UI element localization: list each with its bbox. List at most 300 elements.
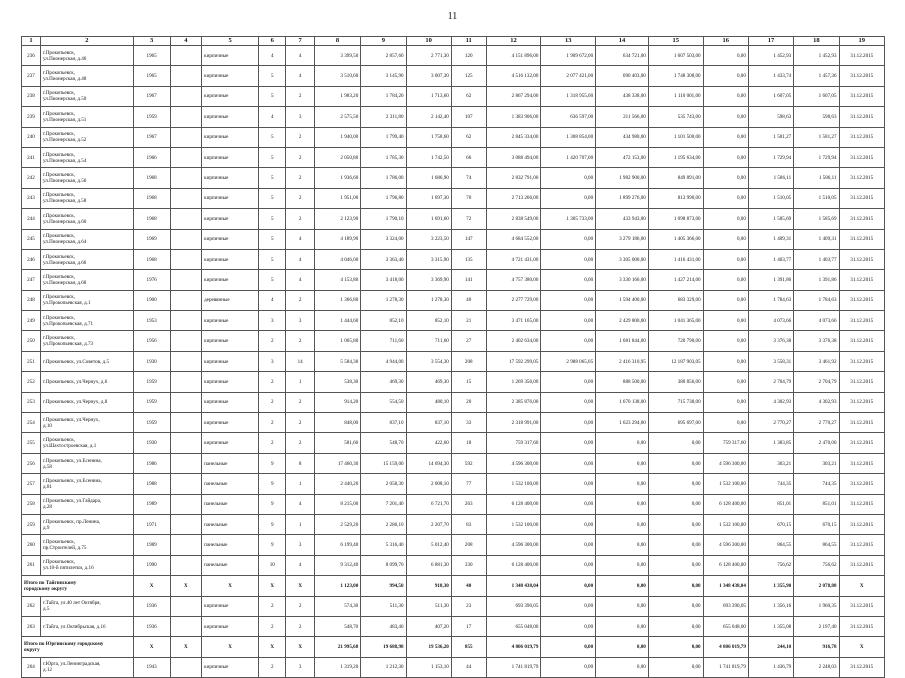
- table-cell: 1936: [133, 616, 170, 636]
- table-cell: 10: [259, 555, 286, 575]
- table-cell: 2: [259, 616, 286, 636]
- table-cell: 31.12.2015: [839, 229, 885, 249]
- table-cell: 4 806 019,79: [703, 637, 748, 657]
- table-cell: [170, 413, 202, 433]
- table-cell: кирпичные: [202, 229, 259, 249]
- table-cell: 1965: [133, 46, 170, 66]
- table-cell: 1967: [133, 127, 170, 147]
- table-cell: 0,00: [541, 331, 596, 351]
- table-cell: 3 558,31: [748, 351, 793, 371]
- table-cell: 0,00: [541, 637, 596, 657]
- column-header: 10: [406, 37, 451, 46]
- table-cell: 9: [259, 474, 286, 494]
- table-cell: 5 316,40: [361, 535, 406, 555]
- table-cell: 1 691,60: [406, 209, 451, 229]
- table-cell: 1 348 438,04: [703, 576, 748, 596]
- table-cell: 2 771,30: [406, 46, 451, 66]
- table-cell: 0,00: [648, 657, 703, 677]
- table-cell: [170, 147, 202, 167]
- table-cell: 5 584,30: [314, 351, 360, 371]
- table-cell: 1959: [133, 372, 170, 392]
- table-cell: 2 857,60: [361, 46, 406, 66]
- table-cell: 1959: [133, 413, 170, 433]
- table-cell: [170, 555, 202, 575]
- table-cell: X: [202, 576, 259, 596]
- table-cell: [170, 433, 202, 453]
- table-cell: 0,00: [596, 576, 649, 596]
- table-cell: 7 201,40: [361, 494, 406, 514]
- table-cell: 4 944,00: [361, 351, 406, 371]
- table-cell: 1 212,30: [361, 657, 406, 677]
- table-cell: 433 943,00: [596, 209, 649, 229]
- table-cell: 9 312,40: [314, 555, 360, 575]
- table-cell: 1 729,94: [748, 147, 793, 167]
- table-cell: 837,10: [406, 413, 451, 433]
- table-cell: 0,00: [703, 147, 748, 167]
- table-cell: кирпичные: [202, 392, 259, 412]
- table-cell: 1 403,77: [794, 249, 839, 269]
- table-cell: 5: [259, 147, 286, 167]
- table-cell: 62: [451, 86, 486, 106]
- table-row: [22, 535, 885, 555]
- table-cell: 535 743,00: [648, 107, 703, 127]
- column-header: 12: [486, 37, 541, 46]
- table-cell: 3 554,30: [406, 351, 451, 371]
- table-cell: 2: [286, 392, 314, 412]
- table-cell: 44: [451, 657, 486, 677]
- table-cell: 655 048,00: [703, 616, 748, 636]
- table-cell: 3 324,00: [361, 229, 406, 249]
- table-cell: 0,00: [541, 372, 596, 392]
- table-cell: 1 510,05: [794, 188, 839, 208]
- table-cell: 2 318 991,00: [486, 413, 541, 433]
- table-cell: кирпичные: [202, 127, 259, 147]
- table-cell: [170, 392, 202, 412]
- table-cell: 208: [451, 535, 486, 555]
- table-cell: 0,00: [596, 637, 649, 657]
- table-cell: 2 440,20: [314, 474, 360, 494]
- table-cell: 2 197,40: [794, 616, 839, 636]
- table-cell: 1 195 634,00: [648, 147, 703, 167]
- table-cell: 711,60: [406, 331, 451, 351]
- table-cell: 0,00: [703, 66, 748, 86]
- table-cell: 2: [286, 290, 314, 310]
- table-cell: 3: [286, 535, 314, 555]
- table-cell: 1 532 100,00: [486, 514, 541, 534]
- table-cell: 1 681 844,00: [596, 331, 649, 351]
- table-cell: 4 516 132,00: [486, 66, 541, 86]
- table-cell: 2: [259, 657, 286, 677]
- table-cell: 756,62: [748, 555, 793, 575]
- table-cell: X: [286, 576, 314, 596]
- table-cell: 2: [286, 127, 314, 147]
- table-cell: 31.12.2015: [839, 168, 885, 188]
- table-row: [22, 392, 885, 412]
- table-cell: 2 770,27: [794, 413, 839, 433]
- table-cell: 31.12.2015: [839, 46, 885, 66]
- table-cell: 31.12.2015: [839, 474, 885, 494]
- table-cell: [170, 372, 202, 392]
- table-row: [22, 413, 885, 433]
- table-cell: 1 436,79: [748, 657, 793, 677]
- table-cell: 6 721,70: [406, 494, 451, 514]
- table-cell: 3: [259, 311, 286, 331]
- table-cell: г.Прокопьевск, ул.Пионерская, д.50: [40, 86, 133, 106]
- column-header: 15: [648, 37, 703, 46]
- table-cell: г.Прокопьевск, ул.Чернух, д.10: [40, 413, 133, 433]
- table-cell: [170, 270, 202, 290]
- table-cell: г.Прокопьевск, ул.Пионерская, д.51: [40, 107, 133, 127]
- table-cell: 0,00: [596, 514, 649, 534]
- table-cell: г.Юрга, ул.Ленинградская, д.12: [40, 657, 133, 677]
- table-cell: 21 995,68: [314, 637, 360, 657]
- table-cell: 31.12.2015: [839, 657, 885, 677]
- table-cell: 0,00: [648, 576, 703, 596]
- table-cell: 1 585,69: [794, 209, 839, 229]
- table-cell: 472 153,00: [596, 147, 649, 167]
- table-cell: 0,00: [596, 535, 649, 555]
- table-cell: 0,00: [648, 596, 703, 616]
- table-cell: 18: [451, 433, 486, 453]
- table-row: [22, 249, 885, 269]
- table-cell: 744,35: [748, 474, 793, 494]
- table-cell: 242: [22, 168, 41, 188]
- table-cell: 4 596 300,00: [703, 453, 748, 473]
- table-cell: 1966: [133, 147, 170, 167]
- table-cell: 125: [451, 66, 486, 86]
- table-cell: 1990: [133, 555, 170, 575]
- table-cell: г.Прокопьевск, ул.Гайдара, д.28: [40, 494, 133, 514]
- table-cell: 330: [451, 555, 486, 575]
- column-header: 19: [839, 37, 885, 46]
- table-cell: 4: [286, 555, 314, 575]
- table-cell: 1968: [133, 188, 170, 208]
- table-cell: 3: [286, 107, 314, 127]
- table-cell: 0,00: [541, 616, 596, 636]
- table-cell: 598,63: [748, 107, 793, 127]
- table-cell: [170, 474, 202, 494]
- table-cell: 1 405 366,00: [648, 229, 703, 249]
- table-cell: г.Прокопьевск, ул.Пионерская, д.54: [40, 147, 133, 167]
- table-cell: X: [133, 637, 170, 657]
- column-header: 13: [541, 37, 596, 46]
- table-cell: 3 363,40: [361, 249, 406, 269]
- table-cell: 4 806 019,79: [486, 637, 541, 657]
- table-cell: 2: [286, 616, 314, 636]
- table-cell: 851,01: [748, 494, 793, 514]
- table-cell: 1 409,31: [794, 229, 839, 249]
- table-cell: кирпичные: [202, 209, 259, 229]
- table-cell: г.Прокопьевск, ул.Пионерская, д.48: [40, 66, 133, 86]
- table-cell: 1 391,86: [748, 270, 793, 290]
- table-cell: 1 510,05: [748, 188, 793, 208]
- table-cell: 31.12.2015: [839, 596, 885, 616]
- table-cell: 3 461,92: [794, 351, 839, 371]
- table-cell: 852,10: [406, 311, 451, 331]
- table-cell: 2: [286, 413, 314, 433]
- table-cell: 849 891,00: [648, 168, 703, 188]
- table-cell: [170, 168, 202, 188]
- table-cell: 1 065,80: [314, 331, 360, 351]
- table-cell: панельные: [202, 453, 259, 473]
- table-cell: [170, 514, 202, 534]
- table-cell: панельные: [202, 494, 259, 514]
- table-cell: г.Прокопьевск, ул.10-й пятилетки, д.16: [40, 555, 133, 575]
- table-cell: 2 058,30: [361, 474, 406, 494]
- table-cell: 2 123,90: [314, 209, 360, 229]
- table-cell: панельные: [202, 555, 259, 575]
- table-cell: 257: [22, 474, 41, 494]
- table-cell: кирпичные: [202, 372, 259, 392]
- table-cell: 4 046,00: [314, 249, 360, 269]
- table-cell: [170, 66, 202, 86]
- table-cell: 1 319,20: [314, 657, 360, 677]
- table-row: [22, 474, 885, 494]
- table-cell: [170, 188, 202, 208]
- table-cell: 21: [451, 311, 486, 331]
- table-cell: 5: [259, 168, 286, 188]
- table-cell: г.Тайга, ул.40 лет Октября, д.5: [40, 596, 133, 616]
- table-cell: 3 418,00: [361, 270, 406, 290]
- table-cell: 9: [259, 494, 286, 514]
- table-cell: кирпичные: [202, 107, 259, 127]
- table-cell: 434 980,00: [596, 127, 649, 147]
- table-cell: 237: [22, 66, 41, 86]
- table-cell: г.Прокопьевск, ул.Пионерская, д.66: [40, 249, 133, 269]
- table-cell: 4 153,80: [314, 270, 360, 290]
- table-cell: 438 338,00: [596, 86, 649, 106]
- table-cell: 0,00: [648, 555, 703, 575]
- table-cell: 31.12.2015: [839, 494, 885, 514]
- table-cell: 19 688,98: [361, 637, 406, 657]
- table-cell: 1 697,30: [406, 188, 451, 208]
- table-cell: 238: [22, 86, 41, 106]
- table-cell: 0,00: [541, 453, 596, 473]
- table-cell: X: [133, 576, 170, 596]
- column-header: 17: [748, 37, 793, 46]
- table-cell: 1 348 438,04: [486, 576, 541, 596]
- table-cell: X: [259, 576, 286, 596]
- column-header: 4: [170, 37, 202, 46]
- table-cell: 1 758,60: [406, 127, 451, 147]
- table-cell: 2 385 876,00: [486, 392, 541, 412]
- table-cell: 1968: [133, 249, 170, 269]
- table-cell: 240: [22, 127, 41, 147]
- table-cell: 252: [22, 372, 41, 392]
- table-cell: 1 784,20: [361, 86, 406, 106]
- table-cell: 1 899 276,00: [596, 188, 649, 208]
- table-cell: 1 729,94: [794, 147, 839, 167]
- table-cell: 994,50: [361, 576, 406, 596]
- table-cell: кирпичные: [202, 147, 259, 167]
- table-cell: 0,00: [541, 494, 596, 514]
- table-cell: 2 248,03: [794, 657, 839, 677]
- table-cell: 1930: [133, 433, 170, 453]
- table-cell: 0,00: [703, 331, 748, 351]
- table-cell: 0,00: [596, 657, 649, 677]
- table-cell: г.Прокопьевск, пр.Ленина, д.9: [40, 514, 133, 534]
- table-cell: 2: [286, 188, 314, 208]
- table-cell: [170, 616, 202, 636]
- table-cell: г.Прокопьевск, ул.Прокопьевская, д.71: [40, 311, 133, 331]
- table-cell: 1943: [133, 657, 170, 677]
- table-cell: 1 936,60: [314, 168, 360, 188]
- table-cell: 248: [22, 290, 41, 310]
- table-cell: 23: [451, 596, 486, 616]
- column-number-header: [22, 37, 885, 46]
- table-cell: 14 694,30: [406, 453, 451, 473]
- table-cell: 120: [451, 46, 486, 66]
- column-header: 16: [703, 37, 748, 46]
- table-cell: 263: [451, 494, 486, 514]
- table-cell: 246: [22, 249, 41, 269]
- table-cell: 5 012,40: [406, 535, 451, 555]
- table-cell: 4: [286, 66, 314, 86]
- table-cell: 1 983,20: [314, 86, 360, 106]
- table-cell: 634 721,00: [596, 46, 649, 66]
- table-cell: 0,00: [703, 188, 748, 208]
- table-cell: 258: [22, 494, 41, 514]
- table-cell: 239: [22, 107, 41, 127]
- table-cell: 0,00: [541, 270, 596, 290]
- table-cell: 3: [286, 657, 314, 677]
- table-cell: 62: [451, 127, 486, 147]
- table-cell: 1 452,93: [748, 46, 793, 66]
- table-cell: 141: [451, 270, 486, 290]
- table-cell: 247: [22, 270, 41, 290]
- table-cell: 0,00: [596, 433, 649, 453]
- column-header: 14: [596, 37, 649, 46]
- table-cell: 2: [259, 413, 286, 433]
- table-cell: 1967: [133, 86, 170, 106]
- table-body: [22, 46, 885, 678]
- table-cell: 1 951,00: [314, 188, 360, 208]
- table-cell: 31.12.2015: [839, 107, 885, 127]
- table-cell: г.Тайга, ул.Октябрьская, д.16: [40, 616, 133, 636]
- table-cell: 574,30: [314, 596, 360, 616]
- table-cell: 0,00: [703, 209, 748, 229]
- table-cell: 0,00: [703, 351, 748, 371]
- table-cell: кирпичные: [202, 86, 259, 106]
- table-cell: 1 269 356,00: [486, 372, 541, 392]
- table-cell: [170, 535, 202, 555]
- table-cell: 70: [451, 188, 486, 208]
- table-cell: 260: [22, 535, 41, 555]
- table-cell: 598,63: [794, 107, 839, 127]
- table-row: [22, 311, 885, 331]
- table-cell: 31.12.2015: [839, 86, 885, 106]
- table-cell: 1 444,60: [314, 311, 360, 331]
- table-cell: 2 470,00: [794, 433, 839, 453]
- table-row: [22, 107, 885, 127]
- table-cell: г.Прокопьевск, ул.Шахтостроевская, д.1: [40, 433, 133, 453]
- table-cell: 548,70: [314, 616, 360, 636]
- table-cell: 1965: [133, 66, 170, 86]
- table-cell: 2: [286, 147, 314, 167]
- table-cell: 592: [451, 453, 486, 473]
- table-cell: 249: [22, 311, 41, 331]
- table-cell: г.Прокопьевск, ул.Пионерская, д.52: [40, 127, 133, 147]
- table-cell: 3 510,60: [314, 66, 360, 86]
- table-cell: 2 207,70: [406, 514, 451, 534]
- table-cell: 0,00: [703, 413, 748, 433]
- table-cell: 4 151 896,00: [486, 46, 541, 66]
- table-cell: 8: [286, 453, 314, 473]
- table-cell: 31.12.2015: [839, 331, 885, 351]
- table-cell: 0,00: [541, 555, 596, 575]
- table-cell: 5: [259, 209, 286, 229]
- table-cell: 1 784,63: [748, 290, 793, 310]
- table-cell: 2 770,27: [748, 413, 793, 433]
- table-cell: 0,00: [541, 392, 596, 412]
- table-cell: 2: [259, 372, 286, 392]
- table-row: [22, 290, 885, 310]
- table-cell: 1989: [133, 494, 170, 514]
- table-cell: 888 500,00: [596, 372, 649, 392]
- table-cell: 211 566,00: [596, 107, 649, 127]
- table-cell: 5: [259, 86, 286, 106]
- table-cell: 864,55: [794, 535, 839, 555]
- table-cell: 2 142,40: [406, 107, 451, 127]
- table-cell: г.Прокопьевск, ул.Прокопьевская, д.1: [40, 290, 133, 310]
- table-cell: 1 383 906,00: [486, 107, 541, 127]
- table-cell: 0,00: [541, 311, 596, 331]
- table-cell: 0,00: [541, 168, 596, 188]
- table-cell: 1959: [133, 107, 170, 127]
- table-cell: 1 308 854,00: [541, 127, 596, 147]
- table-cell: 581,60: [314, 433, 360, 453]
- table-cell: деревянные: [202, 290, 259, 310]
- table-cell: 2: [286, 331, 314, 351]
- table-cell: 1 041 365,00: [648, 311, 703, 331]
- table-cell: 715 738,00: [648, 392, 703, 412]
- table-cell: 1 686,90: [406, 168, 451, 188]
- table-cell: 1 713,60: [406, 86, 451, 106]
- table-cell: 244,10: [748, 637, 793, 657]
- table-row: [22, 596, 885, 616]
- table-cell: 6 881,30: [406, 555, 451, 575]
- table-cell: 4 684 552,00: [486, 229, 541, 249]
- table-cell: 31.12.2015: [839, 413, 885, 433]
- table-cell: 480,10: [406, 392, 451, 412]
- table-cell: 5: [259, 249, 286, 269]
- table-cell: 2: [259, 596, 286, 616]
- table-cell: кирпичные: [202, 46, 259, 66]
- table-cell: 1988: [133, 474, 170, 494]
- table-cell: 208: [451, 351, 486, 371]
- table-cell: 1 607,05: [748, 86, 793, 106]
- table-cell: 3 088 494,00: [486, 147, 541, 167]
- table-cell: 1 607,05: [794, 86, 839, 106]
- table-cell: 3 305 000,00: [596, 249, 649, 269]
- table-cell: 1959: [133, 392, 170, 412]
- table-cell: 2: [286, 209, 314, 229]
- table-cell: 2 988 065,05: [541, 351, 596, 371]
- table-row: [22, 616, 885, 636]
- table-cell: г.Прокопьевск, ул.Пионерская, д.56: [40, 168, 133, 188]
- table-cell: 6 128 400,00: [486, 494, 541, 514]
- table-cell: 407,20: [406, 616, 451, 636]
- table-cell: 0,00: [648, 494, 703, 514]
- table-cell: кирпичные: [202, 433, 259, 453]
- table-cell: [170, 107, 202, 127]
- table-cell: [170, 311, 202, 331]
- table-cell: 855: [451, 637, 486, 657]
- table-row: [22, 127, 885, 147]
- table-cell: 670,15: [794, 514, 839, 534]
- table-cell: 3 315,90: [406, 249, 451, 269]
- table-cell: X: [202, 637, 259, 657]
